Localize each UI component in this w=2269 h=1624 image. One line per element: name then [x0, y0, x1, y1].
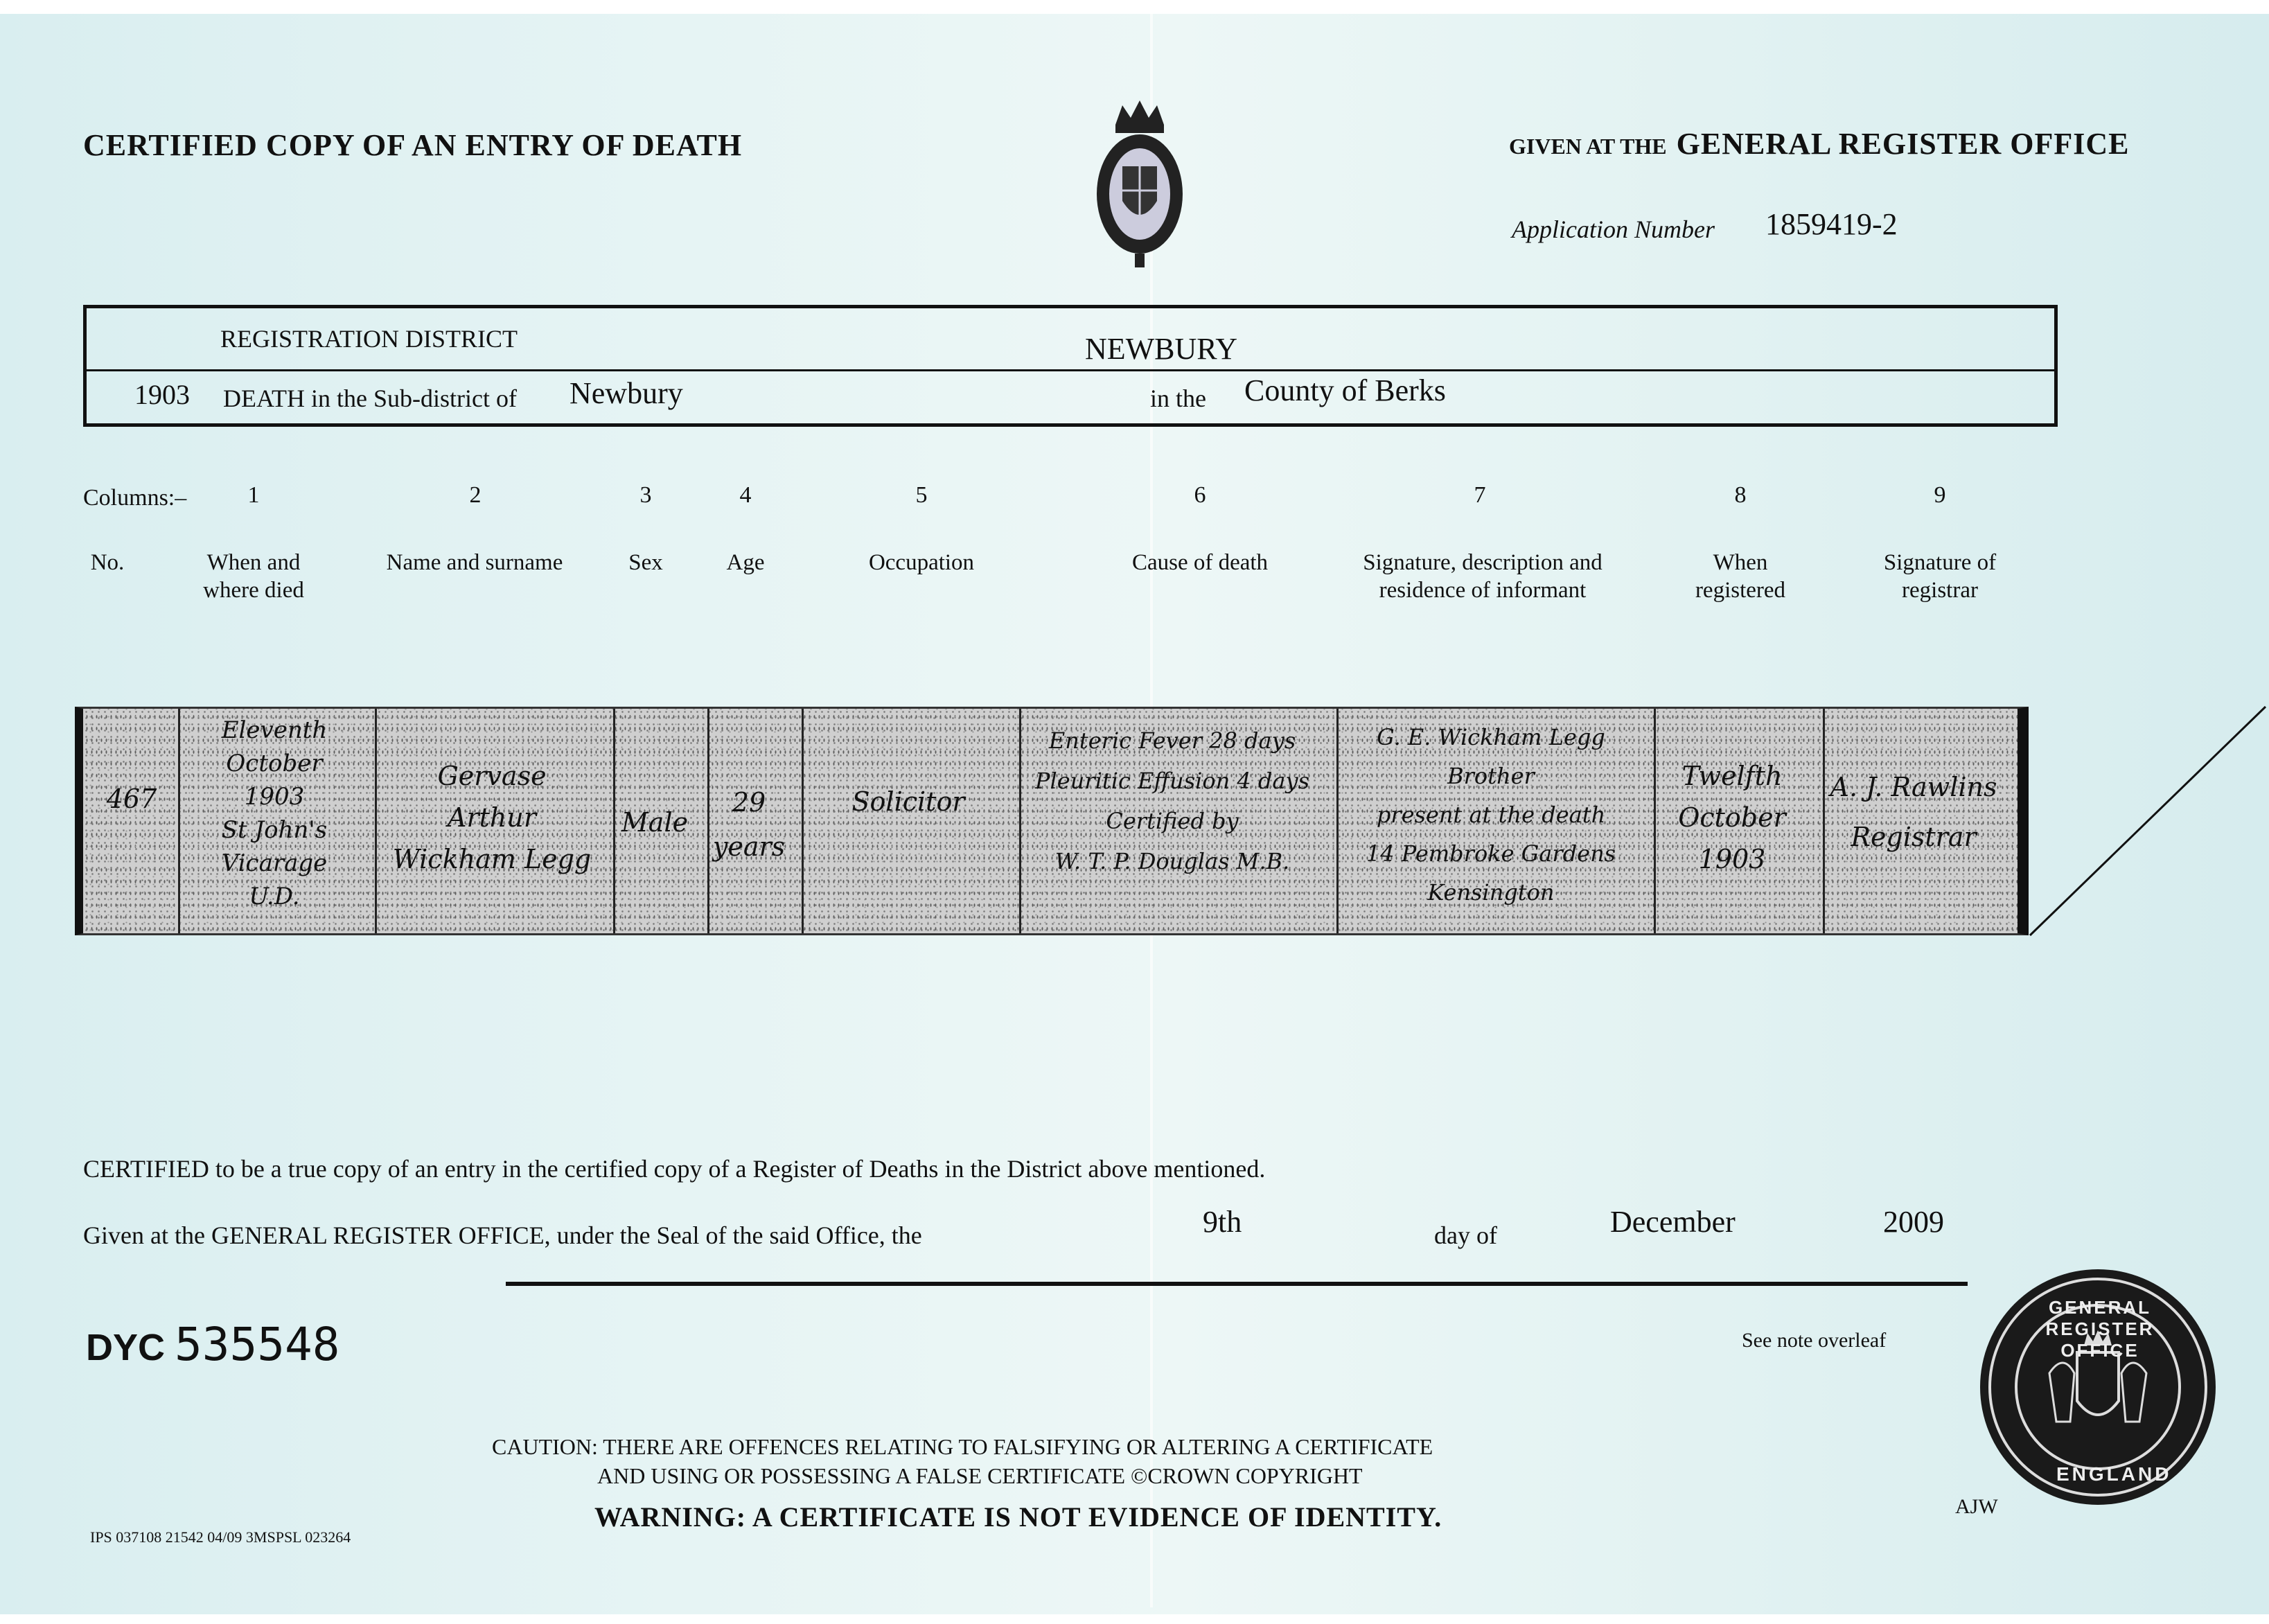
given-at-statement: Given at the GENERAL REGISTER OFFICE, under the Seal of the said Office, the: [83, 1221, 922, 1249]
entry-age: 29 years: [712, 787, 786, 862]
column-number: 7: [1474, 482, 1486, 508]
district-label: REGISTRATION DISTRICT: [220, 325, 518, 353]
certificate-title: CERTIFIED COPY OF AN ENTRY OF DEATH: [83, 128, 743, 162]
application-number-label: Application Number: [1512, 215, 1715, 243]
subdistrict-name: Newbury: [570, 376, 683, 410]
header-name: Name and surname: [386, 550, 563, 575]
entry-occupation: Solicitor: [851, 786, 965, 817]
day-of-label: day of: [1434, 1221, 1497, 1249]
certificate-day: 9th: [1203, 1205, 1242, 1239]
entry-cell-occupation: [804, 709, 1021, 933]
certification-statement: CERTIFIED to be a true copy of an entry in the certified copy of a Register of Deaths in the District above mentioned.: [83, 1155, 1266, 1183]
county-name: County of Berks: [1244, 373, 1446, 407]
clerk-initials: AJW: [1955, 1495, 1998, 1518]
header-when-registered: When registered: [1695, 550, 1786, 603]
entry-cause: Enteric Fever 28 days Pleuritic Effusion 4 days Certified by W. T. P. Douglas M.B.: [1035, 727, 1309, 874]
header-registrar: Signature of registrar: [1883, 550, 1997, 603]
in-the-label: in the: [1150, 385, 1206, 412]
entry-informant: G. E. Wickham Legg Brother present at the death 14 Pembroke Gardens Kensington: [1366, 724, 1616, 906]
seal-text-top: GENERAL REGISTER OFFICE: [2045, 1297, 2155, 1361]
entry-cell-no: [83, 709, 180, 933]
identity-warning: WARNING: A CERTIFICATE IS NOT EVIDENCE OF IDENTITY.: [594, 1501, 1442, 1533]
royal-crest-icon: [1095, 97, 1185, 270]
death-year: 1903: [134, 379, 190, 410]
header-age: Age: [726, 550, 765, 575]
office-name: GENERAL REGISTER OFFICE: [1676, 127, 2130, 161]
column-number: 5: [915, 482, 928, 508]
certificate-month: December: [1610, 1205, 1736, 1239]
certificate-year: 2009: [1883, 1205, 1944, 1239]
header-sex: Sex: [628, 550, 663, 575]
signature-rule: [506, 1282, 1968, 1286]
entry-when-where: Eleventh October 1903 St John's Vicarage U.D.: [221, 716, 328, 910]
column-number: 2: [469, 482, 482, 508]
print-code: IPS 037108 21542 04/09 3MSPSL 023264: [90, 1528, 351, 1546]
entry-when-registered: Twelfth October 1903: [1678, 761, 1786, 874]
district-name: NEWBURY: [1085, 332, 1237, 366]
column-number: 4: [739, 482, 752, 508]
issuing-office: [1509, 126, 2129, 161]
column-number: 3: [639, 482, 652, 508]
columns-label: Columns:–: [83, 485, 187, 511]
registration-divider: [87, 369, 2054, 371]
column-number: 1: [247, 482, 260, 508]
header-no: No.: [90, 550, 125, 575]
column-number: 9: [1934, 482, 1946, 508]
header-occupation: Occupation: [868, 550, 975, 575]
column-number: 6: [1194, 482, 1206, 508]
header-informant: Signature, description and residence of informant: [1363, 550, 1603, 603]
entry-name: Gervase Arthur Wickham Legg: [392, 761, 592, 874]
cancellation-line: [2023, 693, 2269, 956]
header-when-where: When and where died: [203, 550, 304, 603]
application-number: 1859419-2: [1765, 207, 1898, 241]
serial-number: 535548: [175, 1318, 340, 1371]
certificate-serial: [86, 1318, 339, 1371]
general-register-office-seal: [1980, 1269, 2216, 1505]
caution-line-2: AND USING OR POSSESSING A FALSE CERTIFICATE ©CROWN COPYRIGHT: [597, 1463, 1363, 1488]
column-number: 8: [1734, 482, 1747, 508]
given-at-label: GIVEN AT THE: [1509, 134, 1667, 159]
entry-registrar: A. J. Rawlins Registrar: [1830, 772, 1997, 852]
entry-number: 467: [106, 784, 157, 814]
serial-prefix: DYC: [86, 1327, 166, 1368]
seal-text-bottom: ENGLAND: [2056, 1463, 2172, 1485]
see-note-overleaf: See note overleaf: [1742, 1329, 1887, 1352]
caution-line-1: CAUTION: THERE ARE OFFENCES RELATING TO FALSIFYING OR ALTERING A CERTIFICATE: [492, 1434, 1433, 1459]
entry-sex: Male: [621, 807, 689, 838]
subdistrict-label: DEATH in the Sub-district of: [223, 385, 517, 412]
header-cause: Cause of death: [1131, 550, 1269, 575]
